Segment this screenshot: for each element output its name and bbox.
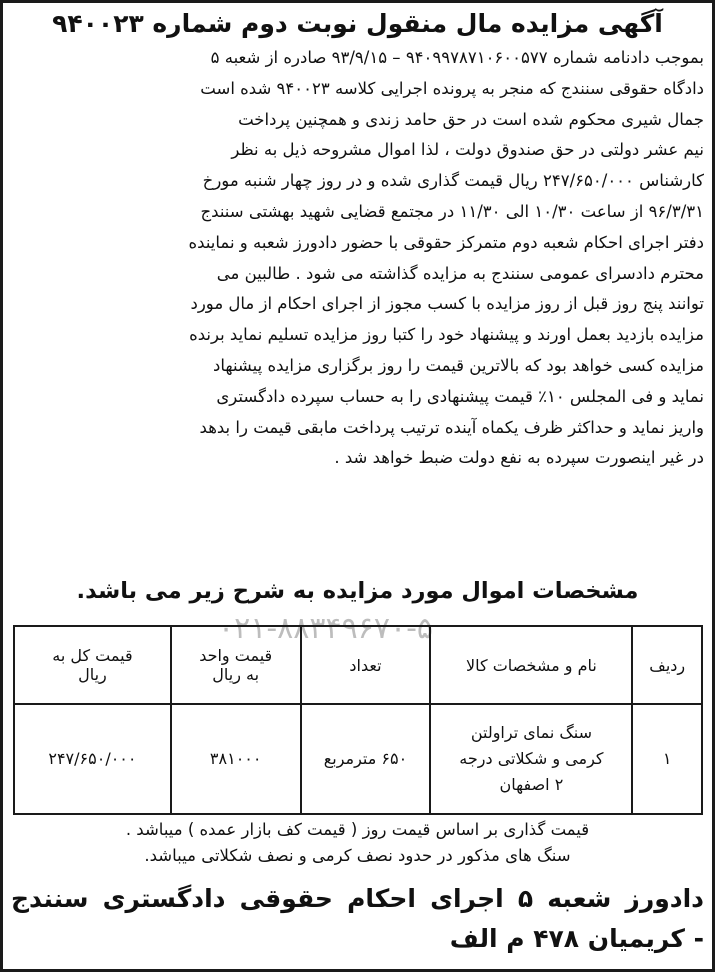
- table-header-row: [14, 626, 702, 704]
- cell-unit-price: ۳۸۱۰۰۰: [171, 704, 301, 814]
- body-line: ۹۶/۳/۳۱ از ساعت ۱۰/۳۰ الی ۱۱/۳۰ در مجتمع قضایی شهید بهشتی سنندج: [200, 201, 704, 221]
- body-line: مزایده کسی خواهد بود که بالاترین قیمت را روز برگزاری مزایده پیشنهاد: [212, 355, 704, 375]
- body-line: جمال شیری محکوم شده است در حق حامد زندی و همچنین پرداخت: [238, 109, 704, 129]
- note-line: سنگ های مذکور در حدود نصف کرمی و نصف شکلاتی میباشد.: [144, 846, 571, 865]
- items-table: [13, 625, 703, 815]
- notice-title: آگهی مزایده مال منقول نوبت دوم شماره ۹۴۰۰۲۳: [52, 9, 663, 38]
- cell-item-name: سنگ نمای تراولتن کرمی و شکلاتی درجه ۲ اصفهان: [430, 704, 632, 814]
- header-row-number: ردیف: [632, 626, 702, 704]
- body-line: بموجب دادنامه شماره ۹۴۰۹۹۷۸۷۱۰۶۰۰۵۷۷ – ۹۳/۹/۱۵ صادره از شعبه ۵: [210, 48, 704, 67]
- header-item-name: نام و مشخصات کالا: [430, 626, 632, 704]
- notice-body: [3, 43, 712, 568]
- note-line: قیمت گذاری بر اساس قیمت روز ( قیمت کف بازار عمده ) میباشد .: [125, 820, 590, 839]
- cell-row-number: ۱: [632, 704, 702, 814]
- table-row: [14, 704, 702, 814]
- body-line: در غیر اینصورت سپرده به نفع دولت ضبط خواهد شد .: [334, 448, 704, 468]
- signature-block: [11, 879, 704, 959]
- body-line: کارشناس ۲۴۷/۶۵۰/۰۰۰ ریال قیمت گذاری شده و در روز چهار شنبه مورخ: [202, 171, 704, 191]
- body-line: مزایده بازدید بعمل اورند و پیشنهاد خود را کتبا روز مزایده تسلیم نماید برنده: [189, 325, 704, 345]
- table-heading: مشخصات اموال مورد مزایده به شرح زیر می باشد.: [76, 578, 639, 604]
- body-line: توانند پنج روز قبل از روز مزایده با کسب مجوز از اجرای احکام از مال مورد: [190, 294, 704, 314]
- notes: [13, 817, 702, 869]
- body-line: واریز نماید و حداکثر ظرف یکماه آینده ترتیب پرداخت مابقی قیمت را بدهد: [199, 417, 704, 437]
- header-total-price: قیمت کل به ریال: [14, 626, 171, 704]
- body-line: نیم عشر دولتی در حق صندوق دولت ، لذا اموال مشروحه ذیل به نظر: [231, 140, 704, 160]
- cell-total-price: ۲۴۷/۶۵۰/۰۰۰: [14, 704, 171, 814]
- body-line: محترم دادسرای عمومی سنندج به مزایده گذاشته می شود . طالبین می: [216, 263, 704, 283]
- body-line: دادگاه حقوقی سنندج که منجر به پرونده اجرایی کلاسه ۹۴۰۰۲۳ شده است: [200, 78, 704, 98]
- header-unit-price: قیمت واحد به ریال: [171, 626, 301, 704]
- signature-line: - کریمیان ۴۷۸ م الف: [449, 924, 704, 953]
- phone-watermark: ۰۲۱-۸۸۳۴۹۶۷۰-۵: [218, 611, 434, 646]
- signature-line: دادورز شعبه ۵ اجرای احکام حقوقی دادگستری سنندج: [11, 884, 704, 913]
- body-line: دفتر اجرای احکام شعبه دوم متمرکز حقوقی با حضور دادورز شعبه و نماینده: [188, 232, 704, 252]
- cell-quantity: ۶۵۰ مترمربع: [301, 704, 431, 814]
- body-line: نماید و فی المجلس ۱۰٪ قیمت پیشنهادی را به حساب سپرده دادگستری: [216, 386, 704, 406]
- header-quantity: تعداد: [301, 626, 431, 704]
